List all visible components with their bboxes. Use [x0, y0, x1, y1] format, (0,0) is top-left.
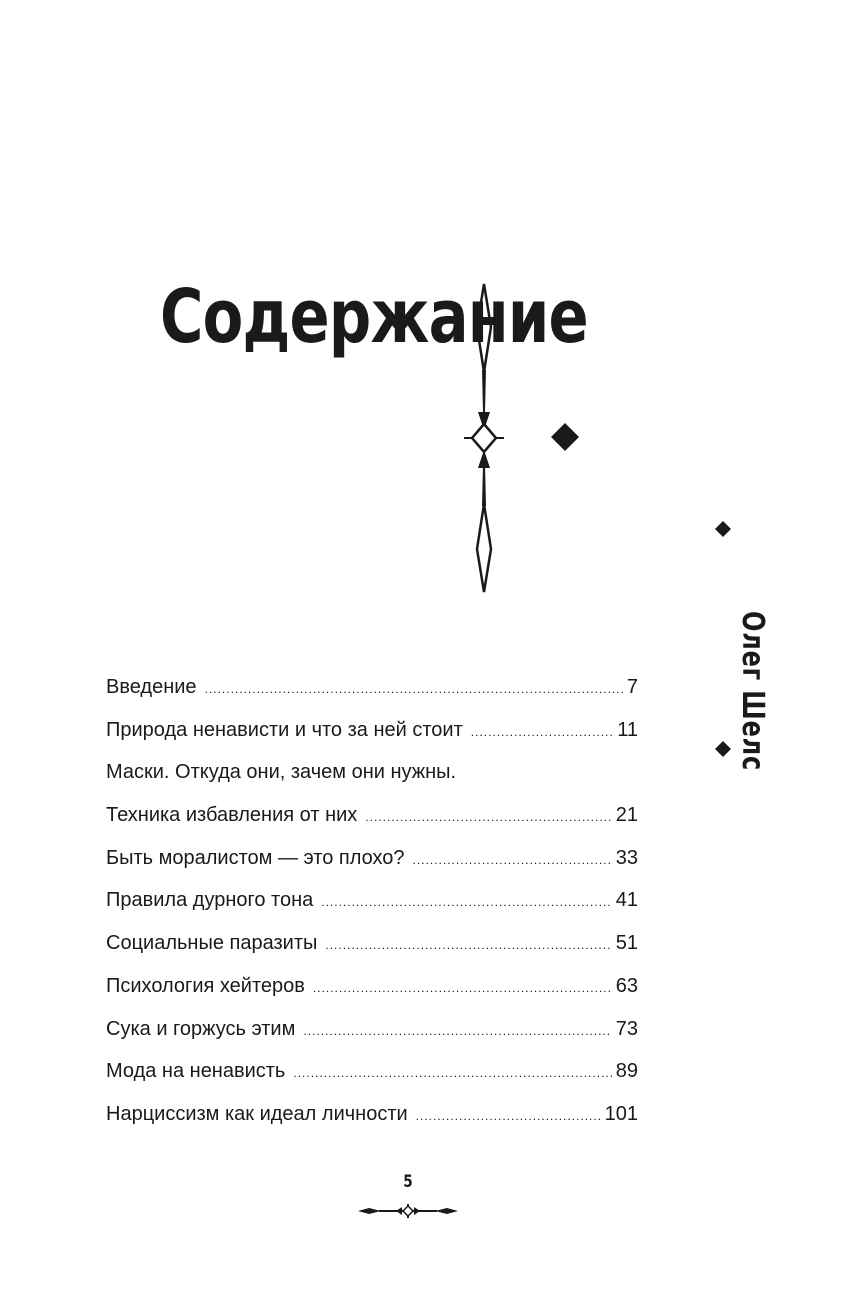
toc-entry-page: 51	[615, 932, 638, 955]
leader-dots	[293, 1066, 611, 1080]
leader-dots	[413, 853, 612, 867]
leader-dots	[365, 810, 611, 824]
diamond-icon	[551, 423, 579, 451]
toc-entry-title: Психология хейтеров	[106, 974, 305, 997]
leader-dots	[303, 1024, 611, 1038]
toc-entry-page: 89	[615, 1060, 638, 1083]
toc-entry[interactable]	[106, 676, 638, 719]
leader-dots	[321, 895, 611, 909]
toc-entry-page: 101	[604, 1102, 638, 1125]
toc-entry[interactable]	[106, 975, 638, 1018]
toc-entry-title: Мода на ненависть	[106, 1060, 286, 1083]
toc-entry[interactable]	[106, 932, 638, 975]
toc-entry-title: Маски. Откуда они, зачем они нужны.	[106, 761, 457, 784]
toc-entry-title: Правила дурного тона	[106, 889, 314, 912]
toc-entry[interactable]	[106, 719, 638, 762]
toc-entry[interactable]	[106, 1018, 638, 1061]
toc-entry-page: 7	[626, 676, 638, 698]
table-of-contents	[106, 676, 638, 1146]
toc-entry[interactable]	[106, 1103, 638, 1146]
toc-entry-title: Быть моралистом — это плохо?	[106, 846, 405, 869]
toc-entry-page: 73	[615, 1017, 638, 1040]
toc-entry-title: Техника избавления от них	[106, 804, 358, 827]
diamond-icon	[715, 521, 731, 537]
toc-entry-page: 41	[615, 889, 638, 912]
horizontal-ornament-icon	[357, 1203, 459, 1219]
toc-entry-page: 11	[617, 718, 638, 741]
author-name: Олег Шелс	[735, 611, 770, 772]
leader-dots	[325, 938, 611, 952]
toc-entry[interactable]	[106, 847, 638, 890]
page-number: 5	[403, 1172, 413, 1192]
toc-entry[interactable]	[106, 889, 638, 932]
page-title: Содержание	[160, 274, 588, 360]
leader-dots	[416, 1109, 601, 1123]
toc-entry-title: Нарциссизм как идеал личности	[106, 1102, 408, 1125]
toc-entry-page: 21	[615, 804, 638, 827]
toc-entry-page: 63	[615, 974, 638, 997]
toc-entry[interactable]	[106, 804, 638, 847]
toc-entry[interactable]	[106, 1060, 638, 1103]
toc-entry-page: 33	[615, 846, 638, 869]
leader-dots	[205, 682, 623, 696]
leader-dots	[313, 981, 612, 995]
diamond-icon	[715, 741, 731, 757]
toc-entry-title: Социальные паразиты	[106, 932, 318, 955]
toc-entry-title: Сука и горжусь этим	[106, 1017, 296, 1040]
toc-entry-title: Введение	[106, 676, 197, 698]
toc-entry[interactable]	[106, 761, 638, 804]
vertical-ornament-icon	[462, 282, 506, 594]
toc-entry-title: Природа ненависти и что за ней стоит	[106, 718, 463, 741]
leader-dots	[471, 725, 613, 739]
